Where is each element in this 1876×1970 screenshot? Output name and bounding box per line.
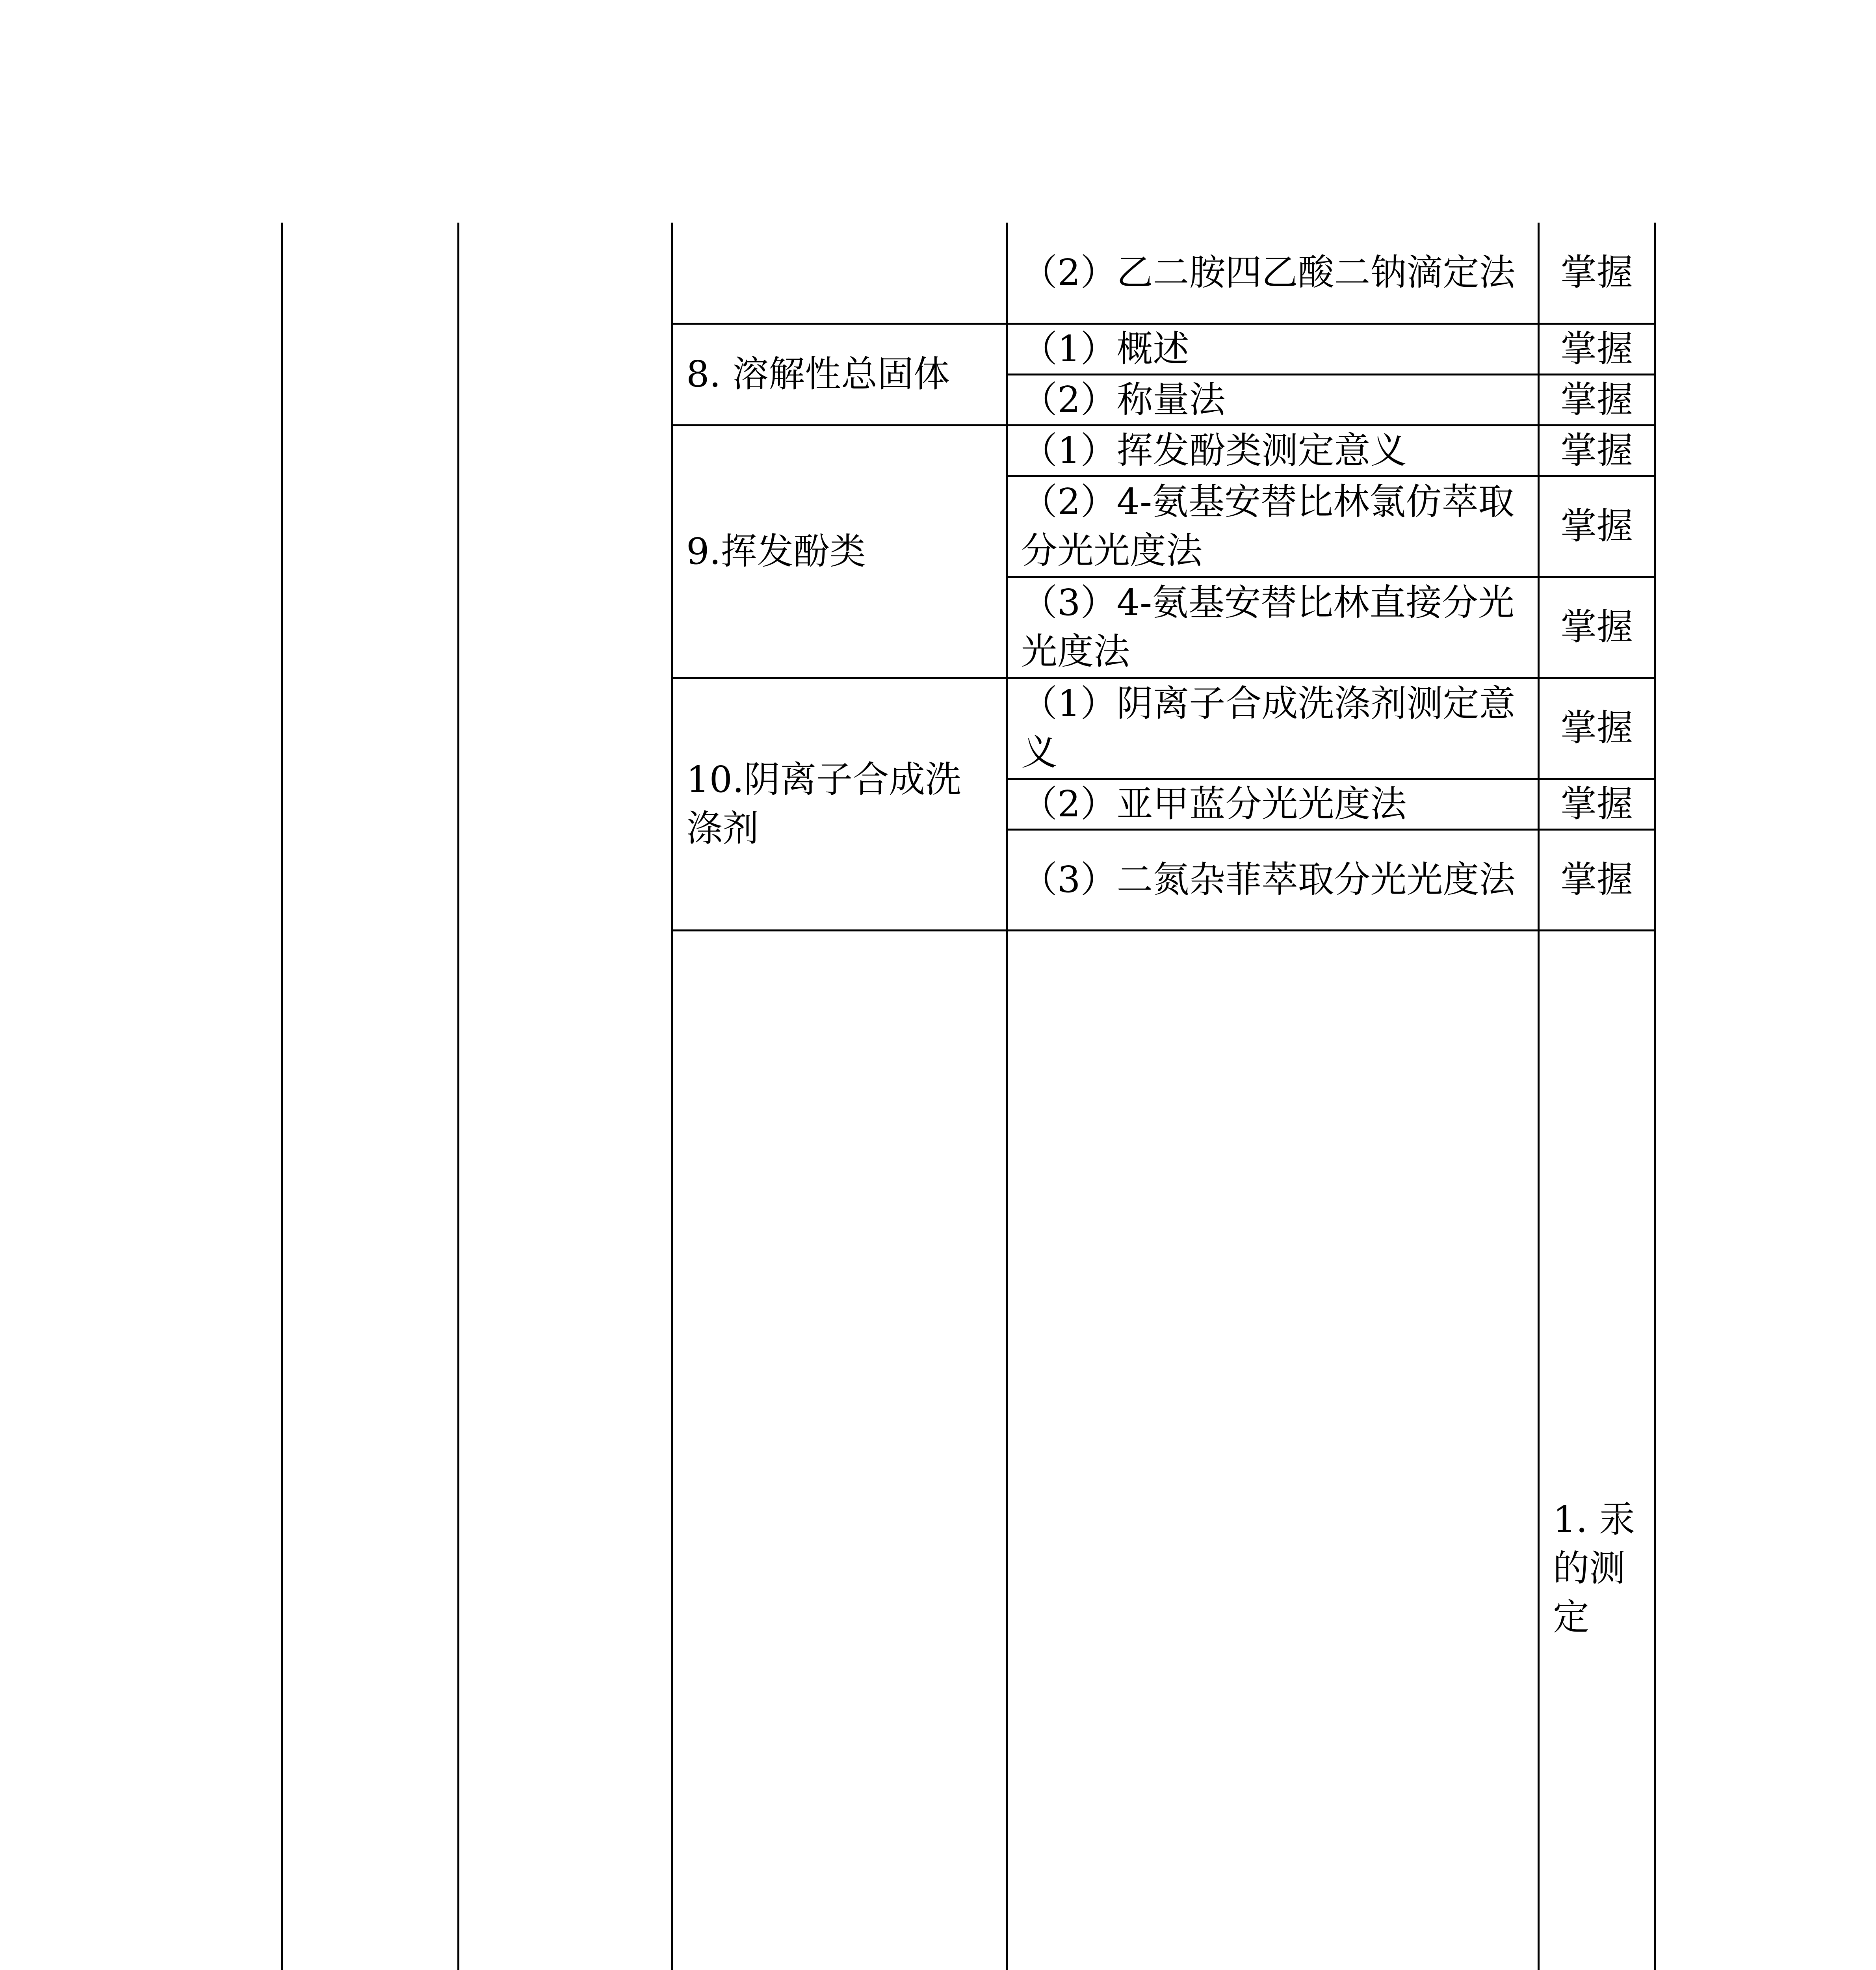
table-row — [282, 223, 1655, 323]
section-cell — [459, 223, 672, 1970]
content-item-cell: （3）二氮杂菲萃取分光光度法 — [1007, 829, 1539, 930]
level-cell: 掌握 — [1539, 425, 1655, 476]
category-cell — [672, 930, 1007, 1970]
section-cell: 10.阴离子合成洗涤剂 — [672, 678, 1007, 930]
section-cell — [1007, 930, 1539, 1970]
syllabus-table-body — [282, 223, 1655, 1970]
level-cell: 掌握 — [1539, 829, 1655, 930]
content-item-cell: （1）阴离子合成洗涤剂测定意义 — [1007, 678, 1539, 779]
level-cell: 掌握 — [1539, 577, 1655, 678]
level-cell: 掌握 — [1539, 779, 1655, 829]
level-cell: 掌握 — [1539, 323, 1655, 374]
level-cell: 掌握 — [1539, 374, 1655, 425]
level-cell: 掌握 — [1539, 476, 1655, 577]
content-item-cell: （2）称量法 — [1007, 374, 1539, 425]
content-item-cell: （1）挥发酚类测定意义 — [1007, 425, 1539, 476]
content-item-cell: （2）乙二胺四乙酸二钠滴定法 — [1007, 223, 1539, 323]
content-item-cell: （1）概述 — [1007, 323, 1539, 374]
category-cell — [282, 223, 459, 1970]
section-cell: 1. 汞的测定 — [1539, 930, 1655, 1970]
level-cell: 掌握 — [1539, 223, 1655, 323]
level-cell: 掌握 — [1539, 678, 1655, 779]
section-cell — [672, 223, 1007, 323]
content-item-cell: （2）4-氨基安替比林氯仿萃取分光光度法 — [1007, 476, 1539, 577]
section-cell: 8. 溶解性总固体 — [672, 323, 1007, 425]
content-item-cell: （2）亚甲蓝分光光度法 — [1007, 779, 1539, 829]
content-item-cell: （3）4-氨基安替比林直接分光光度法 — [1007, 577, 1539, 678]
section-cell: 9.挥发酚类 — [672, 425, 1007, 678]
syllabus-table — [281, 223, 1656, 1970]
